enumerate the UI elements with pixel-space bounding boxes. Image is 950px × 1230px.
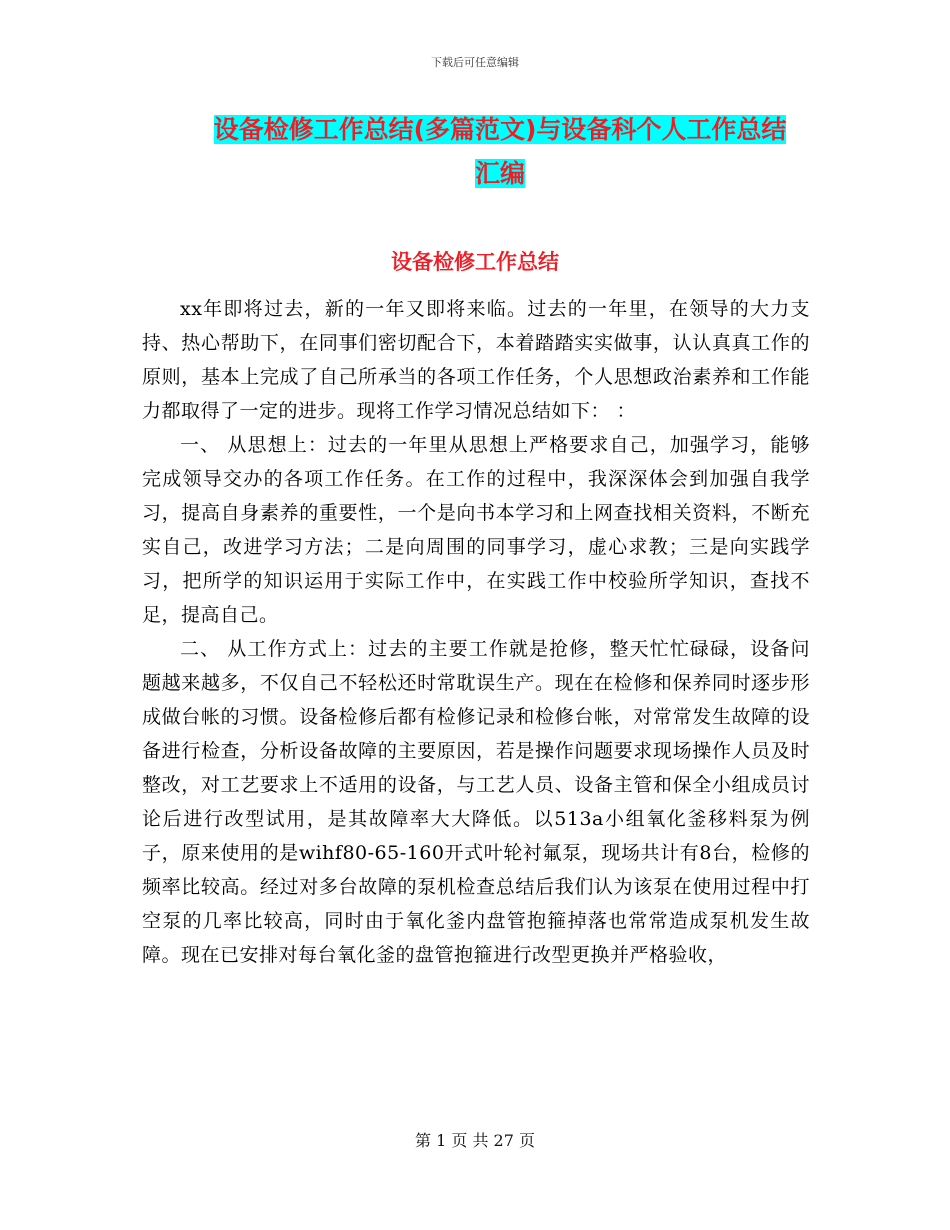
paragraph-intro: xx年即将过去，新的一年又即将来临。过去的一年里，在领导的大力支持、热心帮助下，在同事们密切配合下，本着踏踏实实做事，认认真真工作的原则，基本上完成了自己所承当的各项工作任务，个人思想政治素养和工作能力都取得了一定的进步。现将工作学习情况总结如下： ： — [142, 298, 810, 422]
page-footer: 第 1 页 共 27 页 — [415, 1131, 535, 1150]
document-title — [140, 108, 860, 196]
section-title: 设备检修工作总结 — [391, 250, 559, 274]
paragraph-ideology: 一、 从思想上：过去的一年里从思想上严格要求自己，加强学习，能够完成领导交办的各项工作任务。在工作的过程中，我深深体会到加强自我学习，提高自身素养的重要性，一个是向书本学习和上网查找相关资料，不断充实自己，改进学习方法；二是向周围的同事学习，虚心求教；三是向实践学习，把所学的知识运用于实际工作中，在实践工作中校验所学知识，查找不足，提高自己。 — [142, 434, 810, 626]
document-title-line-1: 设备检修工作总结(多篇范文)与设备科个人工作总结 — [213, 115, 787, 144]
paragraph-work-method: 二、 从工作方式上：过去的主要工作就是抢修，整天忙忙碌碌，设备问题越来越多，不仅自己不轻松还时常耽误生产。现在在检修和保养同时逐步形成做台帐的习惯。设备检修后都有检修记录和检修台帐，对常常发生故障的设备进行检查，分析设备故障的主要原因，若是操作问题要求现场操作人员及时整改，对工艺要求上不适用的设备，与工艺人员、设备主管和保全小组成员讨论后进行改型试用，是其故障率大大降低。以513a小组氧化釜移料泵为例子，原来使用的是wihf80-65-160开式叶轮衬氟泵，现场共计有8台，检修的频率比较高。经过对多台故障的泵机检查总结后我们认为该泵在使用过程中打空泵的几率比较高，同时由于氧化釜内盘管抱箍掉落也常常造成泵机发生故障。现在已安排对每台氧化釜的盘管抱箍进行改型更换并严格验收， — [142, 638, 810, 966]
document-title-line-2: 汇编 — [474, 159, 525, 188]
header-note: 下载后可任意编辑 — [431, 56, 519, 69]
document-body — [142, 292, 810, 972]
